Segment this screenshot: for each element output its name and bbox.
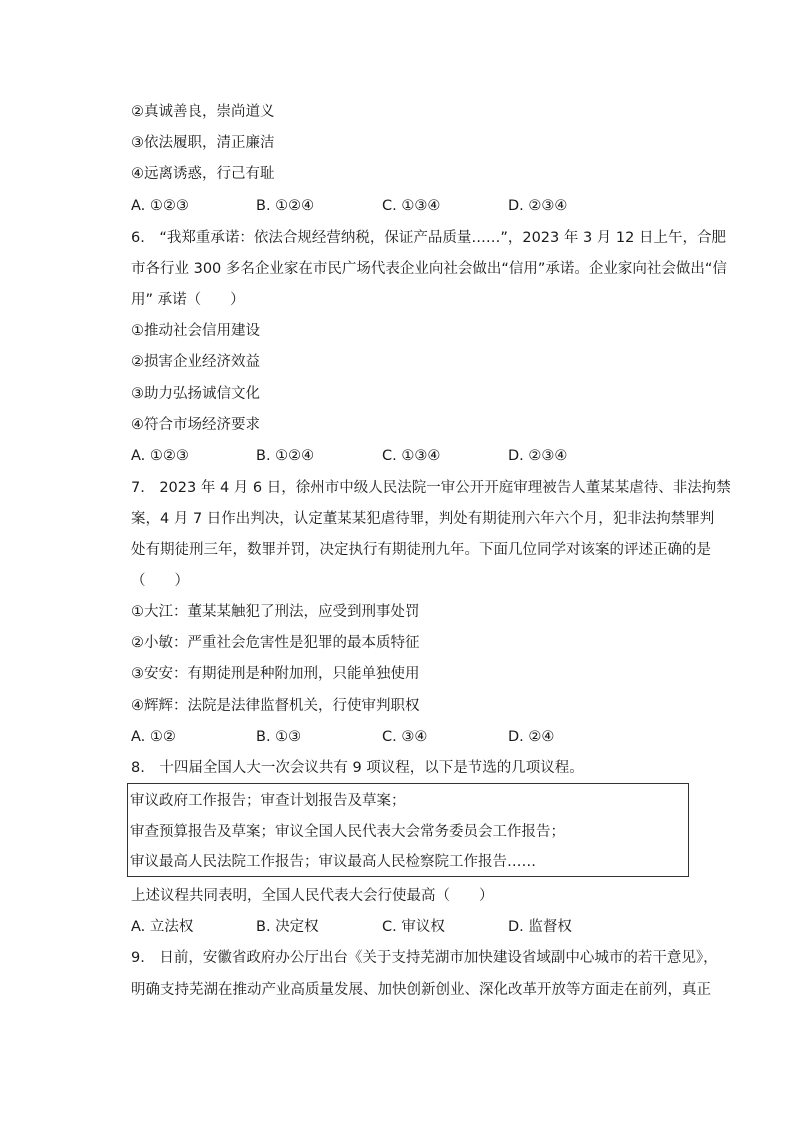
q9-stem-line-1: 9. 日前，安徽省政府办公厅出台《关于支持芜湖市加快建设省域副中心城市的若干意见》， [131, 950, 718, 966]
q8-question: 上述议程共同表明，全国人民代表大会行使最高（ ） [131, 888, 494, 904]
q8-option-b: B. 决定权 [256, 919, 319, 935]
q5-option-a: A. ①②③ [131, 198, 189, 214]
q8-stem: 8. 十四届全国人大一次会议共有 9 项议程，以下是节选的几项议程。 [131, 760, 584, 776]
q6-item-2: ②损害企业经济效益 [131, 354, 260, 370]
q9-stem-line-2: 明确支持芜湖在推动产业高质量发展、加快创新创业、深化改革开放等方面走在前列，真正 [131, 982, 711, 998]
q6-option-d: D. ②③④ [508, 448, 568, 464]
q6-item-4: ④符合市场经济要求 [131, 417, 260, 433]
q7-option-b: B. ①③ [256, 729, 302, 745]
q6-option-a: A. ①②③ [131, 448, 189, 464]
q6-item-3: ③助力弘扬诚信文化 [131, 386, 260, 402]
q7-option-a: A. ①② [131, 729, 176, 745]
q6-stem-line-1: 6. “我郑重承诺：依法合规经营纳税，保证产品质量……”，2023 年 3 月 12 日上午，合肥 [131, 230, 726, 246]
q5-option-c: C. ①③④ [382, 198, 441, 214]
q5-item-4: ④远离诱惑，行己有耻 [131, 166, 275, 182]
q7-option-d: D. ②④ [508, 729, 555, 745]
q8-agenda-box [127, 783, 689, 877]
q5-option-d: D. ②③④ [508, 198, 568, 214]
q5-item-2: ②真诚善良，崇尚道义 [131, 104, 275, 120]
q7-option-c: C. ③④ [382, 729, 428, 745]
q8-agenda-line-2: 审查预算报告及草案；审议全国人民代表大会常务委员会工作报告； [130, 824, 565, 840]
q7-stem-line-1: 7. 2023 年 4 月 6 日，徐州市中级人民法院一审公开开庭审理被告人董某某虐待、非法拘禁 [131, 480, 731, 496]
q8-option-d: D. 监督权 [508, 919, 572, 935]
q6-stem-line-2: 市各行业 300 多名企业家在市民广场代表企业向社会做出“信用”承诺。企业家向社会做出“信 [131, 261, 727, 277]
q7-item-1: ①大江：董某某触犯了刑法，应受到刑事处罚 [131, 604, 420, 620]
q8-agenda-line-1: 审议政府工作报告；审查计划报告及草案； [130, 793, 406, 809]
q6-option-c: C. ①③④ [382, 448, 441, 464]
q7-stem-line-2: 案，4 月 7 日作出判决，认定董某某犯虐待罪，判处有期徒刑六年六个月，犯非法拘禁罪判 [131, 511, 715, 527]
q7-item-3: ③安安：有期徒刑是种附加刑，只能单独使用 [131, 666, 420, 682]
q8-option-c: C. 审议权 [382, 919, 445, 935]
q6-stem-line-3: 用” 承诺（ ） [131, 292, 245, 308]
q7-stem-line-3: 处有期徒刑三年，数罪并罚，决定执行有期徒刑九年。下面几位同学对该案的评述正确的是 [131, 542, 711, 558]
q8-option-a: A. 立法权 [131, 919, 194, 935]
q6-option-b: B. ①②④ [256, 448, 315, 464]
q5-item-3: ③依法履职，清正廉洁 [131, 135, 275, 151]
q7-stem-line-4: （ ） [131, 573, 189, 589]
q8-agenda-line-3: 审议最高人民法院工作报告；审议最高人民检察院工作报告…… [130, 854, 536, 870]
q7-item-2: ②小敏：严重社会危害性是犯罪的最本质特征 [131, 635, 420, 651]
q7-item-4: ④辉辉：法院是法律监督机关，行使审判职权 [131, 698, 420, 714]
q6-item-1: ①推动社会信用建设 [131, 323, 260, 339]
q5-option-b: B. ①②④ [256, 198, 315, 214]
